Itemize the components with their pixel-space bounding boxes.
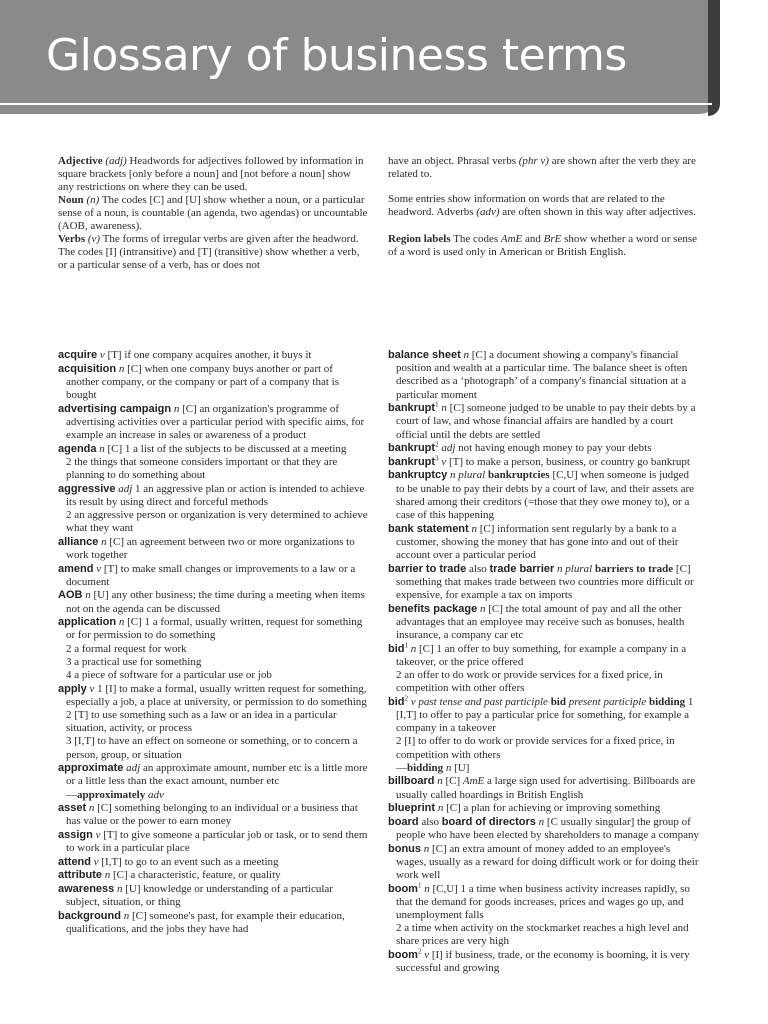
headword: balance sheet <box>388 349 461 361</box>
sub-sense: 2 a formal request for work <box>66 642 187 655</box>
headword: agenda <box>58 442 97 455</box>
part-of-speech: n <box>118 616 125 629</box>
glossary-entry <box>58 563 368 589</box>
glossary-entry <box>388 696 700 775</box>
definition: [C] a characteristic, feature, or quality <box>110 869 281 882</box>
part-of-speech: n <box>99 442 105 455</box>
intro-adjective: Adjective (adj) Headwords for adjectives followed by information in square brackets [only before a noun] and [not before a noun] show any restrictions on where they can be used. <box>58 155 364 193</box>
definition: [U] any other business; the time during a meeting when items not on the agenda can be discussed <box>66 589 365 615</box>
glossary-entry <box>58 829 368 855</box>
glossary-entry <box>58 869 368 882</box>
alt-headword: board of directors <box>441 815 536 828</box>
glossary-entry <box>388 640 700 696</box>
definition: [C] 1 a list of the subjects to be discussed at a meeting <box>104 442 347 455</box>
definition: [C] a document showing a company's financial position and wealth at a particular time. The balance sheet is often described as a ‘photograph’ of a company's financial situation at a particular moment <box>396 349 688 401</box>
glossary-entry <box>58 802 368 828</box>
headword: benefits package <box>388 602 478 615</box>
sub-sense: 2 [T] to use something such as a law or an idea in a particular situation, activity, or process <box>66 709 337 735</box>
headword: bid <box>388 695 405 708</box>
definition: [C] <box>442 775 463 788</box>
glossary-entry <box>58 403 368 443</box>
part-of-speech: n <box>101 535 107 548</box>
part-of-speech: v <box>95 829 101 841</box>
headword: bankrupt <box>388 442 436 455</box>
title-underline <box>0 103 712 105</box>
headword: background <box>58 909 121 922</box>
inflected-form: bid <box>547 695 566 708</box>
part-of-speech: v <box>424 949 430 961</box>
part-of-speech: n <box>423 842 430 855</box>
sub-sense: 2 an offer to do work or provide services for a fixed price, in competition with other offers <box>396 669 663 695</box>
part-of-speech: n plural <box>450 469 486 482</box>
glossary-entry <box>388 402 700 442</box>
headword: application <box>58 616 117 629</box>
part-of-speech: v <box>441 455 447 468</box>
part-of-speech: n <box>173 402 180 415</box>
part-of-speech: n <box>117 882 123 895</box>
glossary-entry <box>388 349 700 402</box>
headword: apply <box>58 682 87 695</box>
intro-left <box>58 155 368 272</box>
glossary-entry <box>58 536 368 562</box>
definition: [C] the total amount of pay and all the other advantages that an employee may receive such as bonuses, health insurance, a company car etc <box>396 602 685 641</box>
glossary-entry <box>58 589 368 615</box>
definition: [U] knowledge or understanding of a particular subject, situation, or thing <box>66 882 333 909</box>
intro-related-words: Some entries show information on words that are related to the headword. Adverbs (adv) are often shown in this way after adjectives. <box>388 193 696 218</box>
part-of-speech: n plural <box>557 562 593 575</box>
glossary-entry <box>388 949 700 975</box>
headword: blueprint <box>388 802 436 815</box>
definition-cont: a large sign used for advertising. Billboards are usually called hoardings in British English <box>396 775 696 801</box>
part-of-speech: n <box>88 802 95 815</box>
inflected-form: bankruptcies <box>485 469 550 482</box>
part-of-speech: n <box>424 882 430 895</box>
glossary-entry <box>388 802 700 815</box>
definition: 1 [I] to make a formal, usually written request for something, especially a job, a place at university, or permission to do something <box>66 682 367 708</box>
glossary-entry <box>388 469 700 522</box>
definition: [C] 1 an offer to buy something, for example a company in a takeover, or the price offered <box>396 642 687 668</box>
glossary-entry <box>388 563 700 603</box>
glossary-column-right <box>388 349 700 976</box>
headword: aggressive <box>58 482 116 495</box>
derived-word: bidding <box>407 761 444 774</box>
part-of-speech: n <box>471 522 477 535</box>
part-of-speech: n <box>463 349 470 361</box>
sub-sense: 3 a practical use for something <box>66 655 202 668</box>
definition: not having enough money to pay your debts <box>455 442 652 455</box>
headword: attribute <box>58 869 102 882</box>
glossary-entry <box>58 883 368 909</box>
glossary-column-left <box>58 349 368 937</box>
sub-sense: 3 [I,T] to have an effect on someone or something, or to concern a person, group, or situation <box>66 735 358 761</box>
headword: bankrupt <box>388 402 436 415</box>
definition: [C] something that makes trade between two countries more difficult or expensive, for example a tax on imports <box>396 562 694 601</box>
headword: attend <box>58 855 91 868</box>
inflected-form-2: bidding <box>646 695 686 708</box>
sub-sense: 2 an aggressive person or organization is very determined to achieve what they want <box>66 509 368 535</box>
definition: [C,U] 1 a time when business activity increases rapidly, so that the demand for goods increases, prices and wages go up, and unemployment falls <box>396 882 690 921</box>
homograph-number: 1 <box>417 880 422 889</box>
part-of-speech: n <box>437 775 443 788</box>
homograph-number: 2 <box>435 440 439 449</box>
definition: [C] something belonging to an individual or a business that has value or the power to earn money <box>66 802 358 828</box>
headword: advertising campaign <box>58 402 172 415</box>
definition: [T] to make small changes or improvements to a law or a document <box>66 562 356 588</box>
part-of-speech: n <box>123 909 130 922</box>
definition: 1 an aggressive plan or action is intended to achieve its result by using direct and forceful methods <box>66 482 365 508</box>
headword: amend <box>58 562 94 575</box>
glossary-entry <box>388 603 700 643</box>
headword: barrier to trade <box>388 562 467 575</box>
headword: assign <box>58 829 93 841</box>
headword: asset <box>58 802 87 815</box>
glossary-entry <box>58 363 368 403</box>
definition: [I,T] to go to an event such as a meeting <box>98 855 279 868</box>
definition: 1 [I,T] to offer to pay a particular price for something, for example a company in a takeover <box>396 695 694 735</box>
headword: bid <box>388 642 405 655</box>
definition: an approximate amount, number etc is a little more or a little less than the exact amount, number etc <box>66 762 368 788</box>
sub-sense: 2 the things that someone considers important or that they are planning to do something about <box>66 455 338 481</box>
glossary-entry <box>58 910 368 936</box>
headword: bankruptcy <box>388 469 448 482</box>
part-of-speech: n <box>480 602 486 615</box>
part-of-speech: n <box>437 802 444 815</box>
part-of-speech: n <box>118 362 125 375</box>
definition: [C usually singular] the group of people who have been elected by shareholders to manage a company <box>396 815 699 841</box>
glossary-entry <box>58 483 368 536</box>
headword: awareness <box>58 882 115 895</box>
region-label: AmE <box>462 775 485 788</box>
glossary-entry <box>388 523 700 563</box>
homograph-number: 2 <box>417 947 422 956</box>
derived-word: approximately <box>77 788 146 801</box>
sub-sense: 2 [I] to offer to do work or provide services for a fixed price, in competition with others <box>396 735 675 761</box>
glossary-entry <box>58 683 368 762</box>
definition: [T] to make a person, business, or country go bankrupt <box>446 455 690 468</box>
headword: alliance <box>58 535 99 548</box>
homograph-number: 2 <box>404 694 408 703</box>
derived-form <box>396 762 700 775</box>
part-of-speech: adj <box>118 482 133 495</box>
intro-verbs: Verbs (v) The forms of irregular verbs are given after the headword. The codes [I] (intransitive) and [T] (transitive) show whether a verb, or a particular sense of a verb, has or does not <box>58 233 360 271</box>
part-of-speech: v <box>89 682 95 695</box>
definition: [C] an agreement between two or more organizations to work together <box>66 535 355 561</box>
part-of-speech: n <box>104 869 111 882</box>
glossary-entry <box>58 762 368 802</box>
homograph-number: 1 <box>435 400 439 409</box>
sub-sense: 2 a time when activity on the stockmarket reaches a high level and share prices are very high <box>396 922 689 948</box>
part-of-speech: n <box>538 815 545 828</box>
headword: bank statement <box>388 522 469 535</box>
definition: [C] someone judged to be unable to pay their debts by a court of law, and whose financial affairs are handled by a court official until the debts are settled <box>396 402 696 441</box>
derived-pos: adv <box>148 788 164 801</box>
headword: AOB <box>58 589 83 602</box>
derived-form <box>66 789 368 802</box>
glossary-entry <box>58 443 368 483</box>
definition: [C] 1 a formal, usually written, request for something or for permission to do something <box>66 616 363 642</box>
part-of-speech: n <box>441 402 447 415</box>
also-text: also <box>466 562 490 575</box>
headword: bankrupt <box>388 455 436 468</box>
glossary-entry <box>58 349 368 362</box>
sub-sense: 4 a piece of software for a particular use or job <box>66 669 272 681</box>
glossary-entry <box>388 816 700 842</box>
part-of-speech: v <box>96 562 102 575</box>
headword: approximate <box>58 762 124 775</box>
intro-noun: Noun (n) The codes [C] and [U] show whether a noun, or a particular sense of a noun, is countable (an agenda, two agendas) or uncountable (AOB, awareness). <box>58 194 368 232</box>
part-of-speech: adj <box>441 442 456 455</box>
headword: billboard <box>388 775 435 788</box>
definition: [T] to give someone a particular job or task, or to send them to work in a particular place <box>66 829 368 855</box>
intro-phrasal-verbs: have an object. Phrasal verbs (phr v) are shown after the verb they are related to. <box>388 155 696 180</box>
intro-right <box>388 155 706 259</box>
definition: [T] if one company acquires another, it buys it <box>104 349 312 361</box>
definition: [C] when one company buys another or part of another company, or the company or part of a company that is bought <box>66 362 339 401</box>
headword: bonus <box>388 842 421 855</box>
inflected-form: barriers to trade <box>592 562 674 575</box>
headword: acquire <box>58 349 98 361</box>
definition: [C] someone's past, for example their education, qualifications, and the jobs they have had <box>66 909 345 935</box>
page-title: Glossary of business terms <box>46 30 627 81</box>
alt-headword: trade barrier <box>489 562 555 575</box>
definition: [C] an extra amount of money added to an employee's wages, usually as a reward for doing difficult work or for doing their work well <box>396 842 699 881</box>
derived-code: [U] <box>451 761 470 774</box>
glossary-entry <box>58 616 368 682</box>
glossary-entry <box>388 456 700 469</box>
headword: acquisition <box>58 362 117 375</box>
glossary-entry <box>388 880 700 949</box>
definition: [C,U] when someone is judged to be unable to pay their debts by a court of law, and their assets are shared among their creditors (=those that they owe money to), or a case of this happening <box>396 469 695 521</box>
homograph-number: 3 <box>435 454 439 463</box>
part-of-speech: v past tense and past participle <box>410 695 548 708</box>
dash: — <box>66 788 77 801</box>
glossary-entry <box>58 856 368 869</box>
glossary-entry <box>388 775 700 801</box>
title-banner-edge <box>708 0 720 116</box>
part-of-speech: n <box>410 642 417 655</box>
definition: [C] an organization's programme of advertising activities over a particular period with specific aims, for example an increase in sales or awareness of a product <box>66 402 365 441</box>
part-of-speech-2: present participle <box>565 695 647 708</box>
definition: [I] if business, trade, or the economy is booming, it is very successful and growing <box>396 949 690 975</box>
homograph-number: 1 <box>404 640 408 649</box>
part-of-speech: n <box>85 589 91 602</box>
dash: — <box>396 761 407 774</box>
part-of-speech: v <box>99 349 105 361</box>
glossary-entry <box>388 843 700 883</box>
derived-pos: n <box>445 761 452 774</box>
headword: boom <box>388 949 418 961</box>
part-of-speech: v <box>93 855 99 868</box>
definition: [C] information sent regularly by a bank to a customer, showing the money that has gone into and out of their account over a particular period <box>396 522 679 561</box>
headword: board <box>388 815 419 828</box>
also-text: also <box>418 815 442 828</box>
headword: boom <box>388 882 418 895</box>
definition: [C] a plan for achieving or improving something <box>443 802 661 815</box>
intro-region-labels: Region labels The codes AmE and BrE show whether a word or sense of a word is used only in American or British English. <box>388 233 698 258</box>
part-of-speech: adj <box>126 762 141 775</box>
